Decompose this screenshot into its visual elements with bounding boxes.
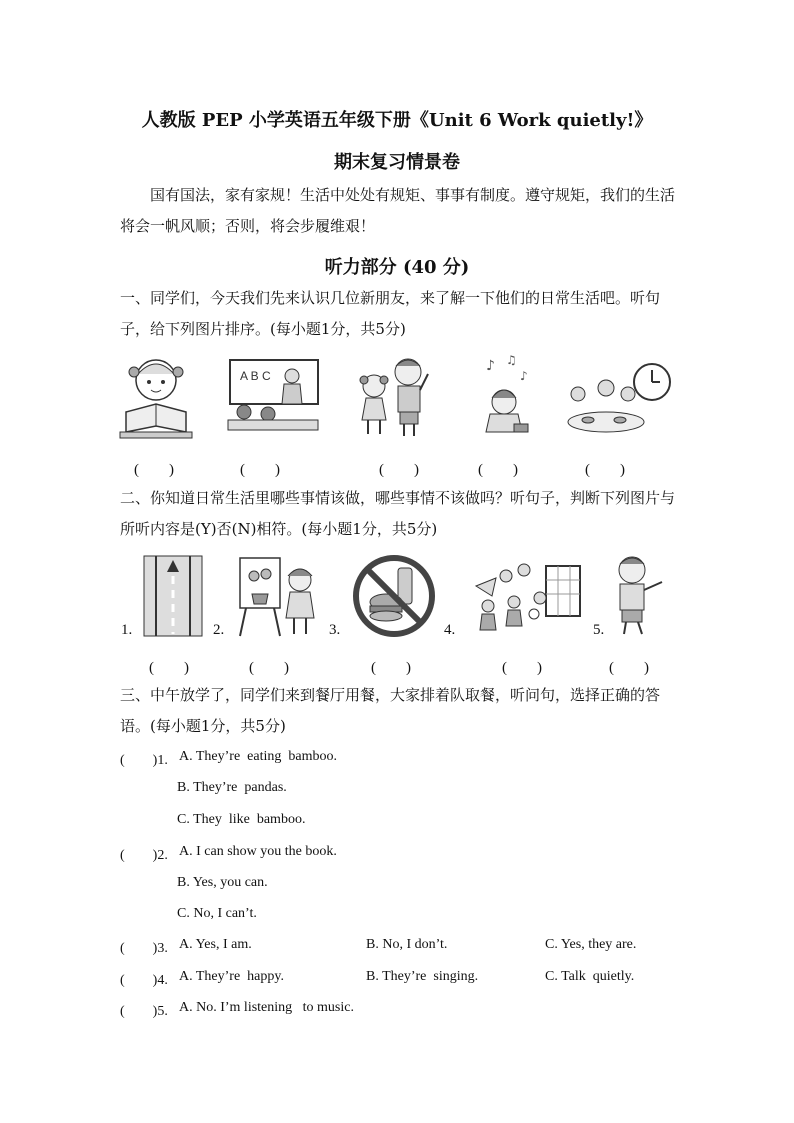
q3-option-a: A. Yes, I am.: [179, 937, 252, 952]
q3-option-c: C. Yes, they are.: [545, 937, 637, 952]
s1-answer-blank-1[interactable]: ( ): [134, 462, 174, 478]
document-subtitle: 期末复习情景卷: [334, 152, 460, 173]
q5-option-a: A. No. I’m listening to music.: [179, 1000, 354, 1015]
listening-heading: 听力部分 (40 分): [324, 257, 470, 278]
q5-prefix[interactable]: ( )5.: [120, 1004, 168, 1019]
q1-option-c: C. They like bamboo.: [177, 812, 306, 827]
q2-option-b: B. Yes, you can.: [177, 875, 268, 890]
section2-instruction: 二、你知道日常生活里哪些事情该做，哪些事情不该做吗？听句子，判断下列图片与所听内容是(Y)否(N)相符。(每小题1分，共5分): [120, 489, 676, 538]
q4-option-c: C. Talk quietly.: [545, 969, 635, 984]
svg-text:♫: ♫: [506, 353, 517, 367]
q2-option-a: A. I can show you the book.: [179, 844, 337, 859]
s2-answer-blank-5[interactable]: ( ): [609, 660, 649, 676]
s1-answer-blank-5[interactable]: ( ): [585, 462, 625, 478]
q3-prefix[interactable]: ( )3.: [120, 941, 168, 956]
s2-number-2: 2.: [213, 622, 225, 638]
s2-number-3: 3.: [329, 622, 341, 638]
q4-option-b: B. They’re singing.: [366, 969, 479, 984]
boy-pointing-picture: [610, 552, 666, 638]
svg-text:♪: ♪: [486, 358, 495, 374]
section1-instruction: 一、同学们，今天我们先来认识几位新朋友，来了解一下他们的日常生活吧。听句子，给下列图片排序。(每小题1分，共5分): [120, 289, 661, 338]
road-arrow-picture: [142, 554, 204, 638]
girl-painting-picture: [234, 554, 320, 638]
section3-instruction: 三、中午放学了，同学们来到餐厅用餐，大家排着队取餐，听问句，选择正确的答语。(每小题1分，共5分): [120, 686, 661, 735]
q1-prefix[interactable]: ( )1.: [120, 753, 168, 768]
q4-prefix[interactable]: ( )4.: [120, 973, 168, 988]
s1-answer-blank-2[interactable]: ( ): [240, 462, 280, 478]
two-children-picture: [352, 354, 436, 440]
s2-number-1: 1.: [121, 622, 133, 638]
board-text: A B C: [240, 369, 271, 383]
q1-option-b: B. They’re pandas.: [177, 780, 287, 795]
family-eating-picture: [566, 360, 674, 436]
q2-option-c: C. No, I can’t.: [177, 906, 257, 921]
s2-number-4: 4.: [444, 622, 456, 638]
intro-paragraph: 国有国法，家有家规！生活中处处有规矩、事事有制度。遵守规矩，我们的生活将会一帆风顺；否则，将会步履维艰！: [120, 186, 676, 235]
s2-answer-blank-3[interactable]: ( ): [371, 660, 411, 676]
s1-answer-blank-4[interactable]: ( ): [478, 462, 518, 478]
document-title: 人教版 PEP 小学英语五年级下册《Unit 6 Work quietly!》: [141, 110, 653, 131]
no-food-drink-sign-picture: [352, 554, 436, 638]
s2-answer-blank-4[interactable]: ( ): [502, 660, 542, 676]
s2-number-5: 5.: [593, 622, 605, 638]
s2-answer-blank-2[interactable]: ( ): [249, 660, 289, 676]
children-playing-football-picture: [466, 556, 584, 638]
girl-listening-music-picture: [480, 352, 538, 440]
svg-text:♪: ♪: [520, 369, 528, 383]
girl-reading-picture: [118, 352, 194, 440]
q1-option-a: A. They’re eating bamboo.: [179, 749, 337, 764]
s1-answer-blank-3[interactable]: ( ): [379, 462, 419, 478]
q2-prefix[interactable]: ( )2.: [120, 848, 168, 863]
q4-option-a: A. They’re happy.: [179, 969, 284, 984]
classroom-teacher-picture: [226, 358, 322, 434]
q3-option-b: B. No, I don’t.: [366, 937, 448, 952]
s2-answer-blank-1[interactable]: ( ): [149, 660, 189, 676]
